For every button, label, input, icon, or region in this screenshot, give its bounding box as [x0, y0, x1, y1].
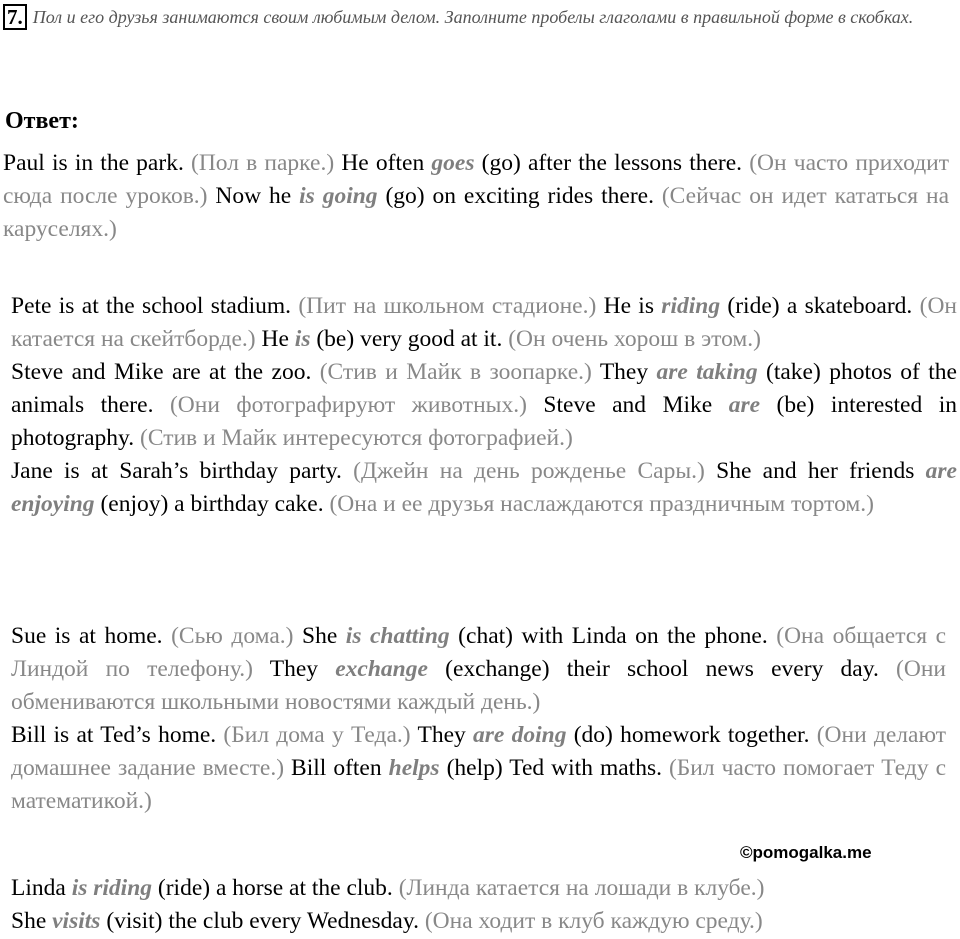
translation-text: (Линда катается на лошади в клубе.) — [398, 875, 765, 901]
sentence-text: He is — [596, 293, 662, 319]
answer-verb: are enjoying — [11, 458, 957, 517]
translation-text: (Они обмениваются школьными новостями каждый день.) — [11, 656, 946, 715]
sentence-text: (help) Ted with maths. — [439, 755, 669, 781]
translation-text: (Бил часто помогает Теду с математикой.) — [11, 755, 947, 814]
sentence-text: (chat) with Linda on the phone. — [449, 623, 777, 649]
sentence-text: She and her friends — [704, 458, 926, 484]
translation-text: (Бил дома у Теда.) — [223, 722, 411, 748]
sentence-text: He — [255, 326, 295, 352]
sentence-text: (be) interested in photography. — [11, 392, 957, 451]
sentence-text: Jane is at Sarah’s birthday party. — [11, 458, 354, 484]
translation-text: (Она общается с Линдой по телефону.) — [11, 623, 946, 682]
sentence-text: (do) homework together. — [566, 722, 817, 748]
answer-verb: are doing — [473, 722, 567, 748]
translation-text: (Стив и Майк в зоопарке.) — [319, 359, 592, 385]
translation-text: (Джейн на день рожденье Сары.) — [353, 458, 705, 484]
sentence-text: Pete is at the school stadium. — [11, 293, 299, 319]
translation-text: (Он катается на скейтборде.) — [11, 293, 957, 352]
sentence-text: (visit) the club every Wednesday. — [100, 908, 425, 934]
translation-text: (Сейчас он идет кататься на каруселях.) — [3, 183, 950, 242]
translation-text: (Он часто приходит сюда после уроков.) — [3, 150, 949, 209]
answer-verb: is riding — [71, 875, 153, 901]
sentence-text: Sue is at home. — [11, 623, 172, 649]
sentence-text: (ride) a skateboard. — [720, 293, 920, 319]
task-instruction: Пол и его друзья занимаются своим любимым делом. Заполните пробелы глаголами в правильной форме в скобках. — [32, 7, 914, 27]
answer-paragraph — [11, 290, 957, 521]
sentence-text: They — [252, 656, 336, 682]
translation-text: (Он очень хорош в этом.) — [508, 326, 761, 352]
translation-text: (Она и ее друзья наслаждаются праздничным тортом.) — [329, 491, 874, 517]
translation-text: (Пол в парке.) — [191, 150, 335, 176]
answer-verb: exchange — [335, 656, 428, 682]
sentence-text: Paul is in the park. — [3, 150, 191, 176]
sentence-text: He often — [334, 150, 432, 176]
answer-verb: is — [294, 326, 311, 352]
translation-text: (Сью дома.) — [171, 623, 294, 649]
watermark: ©pomogalka.me — [740, 843, 872, 862]
sentence-text: Steve and Mike are at the zoo. — [11, 359, 320, 385]
answer-verb: are taking — [656, 359, 758, 385]
translation-text: (Она ходит в клуб каждую среду.) — [424, 908, 763, 934]
answer-verb: visits — [52, 908, 101, 934]
answer-verb: is going — [299, 183, 378, 209]
sentence-text: Bill often — [284, 755, 389, 781]
answer-paragraph — [11, 872, 946, 938]
sentence-text: Bill is at Ted’s home. — [11, 722, 224, 748]
translation-text: (Пит на школьном стадионе.) — [298, 293, 597, 319]
sentence-text: (exchange) their school news every day. — [427, 656, 897, 682]
translation-text: (Они фотографируют животных.) — [169, 392, 527, 418]
sentence-text: (take) photos of the animals there. — [11, 359, 957, 418]
sentence-text: She — [11, 908, 53, 934]
sentence-text: (ride) a horse at the club. — [152, 875, 399, 901]
answer-verb: is chatting — [345, 623, 450, 649]
answer-verb: are — [728, 392, 761, 418]
sentence-text: Linda — [11, 875, 72, 901]
answer-verb: riding — [661, 293, 721, 319]
sentence-text: (be) very good at it. — [310, 326, 509, 352]
translation-text: (Стив и Майк интересуются фотографией.) — [140, 425, 573, 451]
answer-verb: helps — [388, 755, 440, 781]
sentence-text: (go) after the lessons there. — [474, 150, 750, 176]
sentence-text: They — [410, 722, 474, 748]
sentence-text: They — [591, 359, 657, 385]
answer-verb: goes — [431, 150, 475, 176]
answer-label: Ответ: — [5, 108, 79, 134]
task-header — [3, 4, 953, 30]
answer-paragraph — [3, 147, 949, 246]
sentence-text: Steve and Mike — [526, 392, 729, 418]
sentence-text: (enjoy) a birthday cake. — [94, 491, 330, 517]
sentence-text: She — [293, 623, 346, 649]
sentence-text: (go) on exciting rides there. — [377, 183, 662, 209]
translation-text: (Они делают домашнее задание вместе.) — [11, 722, 946, 781]
answer-paragraph — [11, 620, 946, 818]
sentence-text: Now he — [207, 183, 300, 209]
task-number: 7. — [3, 4, 27, 30]
